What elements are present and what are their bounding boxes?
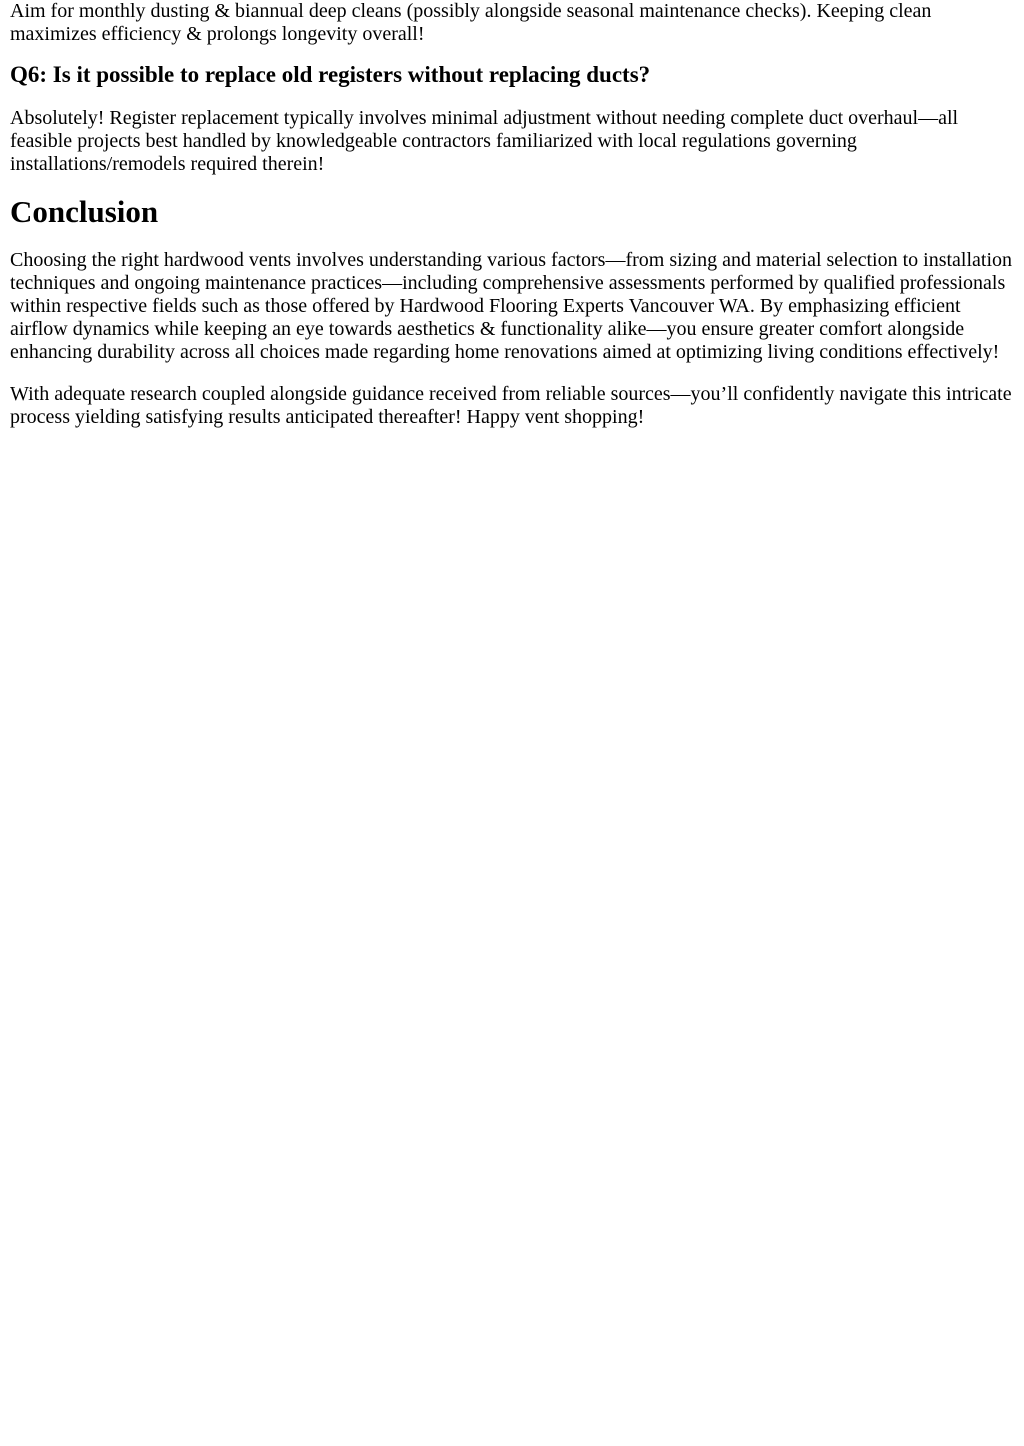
article-body xyxy=(0,0,1024,429)
maintenance-paragraph: Aim for monthly dusting & biannual deep cleans (possibly alongside seasonal maintenance checks). Keeping clean maximizes efficiency & prolongs longevity overall! xyxy=(10,0,932,45)
conclusion-paragraph-1: Choosing the right hardwood vents involves understanding various factors—from sizing and material selection to installation techniques and ongoing maintenance practices—including comprehensive assessments performed by qualified professionals within respective fields such as those offered by Hardwood Flooring Experts Vancouver WA. By emphasizing efficient airflow dynamics while keeping an eye towards aesthetics & functionality alike—you ensure greater comfort alongside enhancing durability across all choices made regarding home renovations aimed at optimizing living conditions effectively! xyxy=(10,249,1013,363)
conclusion-paragraph-2: With adequate research coupled alongside guidance received from reliable sources—you’ll confidently navigate this intricate process yielding satisfying results anticipated thereafter! Happy vent shopping! xyxy=(10,383,1012,428)
faq-q6-heading: Q6: Is it possible to replace old registers without replacing ducts? xyxy=(10,62,651,87)
faq-q6-answer: Absolutely! Register replacement typically involves minimal adjustment without needing complete duct overhaul—all feasible projects best handled by knowledgeable contractors familiarized with local regulations governing installations/remodels required therein! xyxy=(10,107,959,175)
conclusion-heading: Conclusion xyxy=(10,194,159,229)
